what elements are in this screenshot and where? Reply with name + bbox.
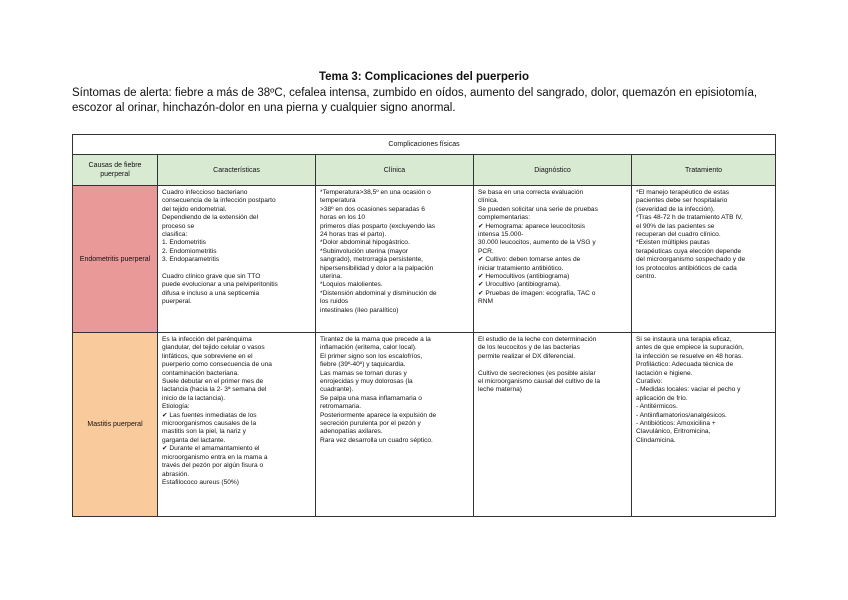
cell-line: través del pezón por algún fisura o bbox=[162, 462, 264, 470]
cell-line: consecuencia de la infección postparto bbox=[162, 197, 276, 205]
cell-line: sangrado), metrorragia persistente, bbox=[320, 256, 423, 264]
cell-line: puerperio como consecuencia de una bbox=[162, 361, 272, 369]
cell-line: recuperan del cuadro clínico. bbox=[636, 231, 721, 239]
cell-line: retromamaria. bbox=[320, 403, 362, 411]
cell-line: temperatura bbox=[320, 197, 356, 205]
cell-line: 1. Endometritis bbox=[162, 239, 206, 247]
cell-line: *Subinvolución uterina (mayor bbox=[320, 247, 408, 255]
cell-diagnostico bbox=[474, 333, 632, 517]
cell-line: permite realizar el DX diferencial. bbox=[478, 352, 576, 360]
table-main-header: Complicaciones físicas bbox=[73, 135, 776, 155]
cell-line: - Antitérmicos. bbox=[636, 403, 678, 411]
cell-line: Si se instaura una terapia eficaz, bbox=[636, 336, 732, 343]
cell-line: Rara vez desarrolla un cuadro séptico. bbox=[320, 436, 433, 444]
cell-tratamiento bbox=[632, 333, 776, 517]
cell-line: clínica. bbox=[478, 197, 499, 205]
cell-line: - Medidas locales: vaciar el pecho y bbox=[636, 386, 741, 394]
cell-line: *Existen múltiples pautas bbox=[636, 239, 710, 247]
cell-line: abrasión. bbox=[162, 470, 190, 478]
cell-line: centro. bbox=[636, 273, 657, 281]
cell-line: Dependiendo de la extensión del bbox=[162, 214, 259, 222]
cell-line: ✔ Durante el amamantamiento el bbox=[162, 445, 260, 453]
cell-line: inicio de la lactancia). bbox=[162, 394, 226, 402]
intro-paragraph: Síntomas de alerta: fiebre a más de 38ºC, cefalea intensa, zumbido en oídos, aumento del sangrado, dolor, quemazón en episiotomía, escozor al orinar, hinchazón-dolor en una pierna y cualquier signo anormal. bbox=[72, 87, 758, 114]
cell-line: lactancia (hacia la 2- 3ª semana del bbox=[162, 386, 267, 394]
cell-line: inflamación (eritema, calor local). bbox=[320, 344, 417, 352]
cell-line: leche materna) bbox=[478, 386, 522, 394]
cell-line: iniciar tratamiento antibiótico. bbox=[478, 264, 564, 272]
cell-line: cuadrante). bbox=[320, 386, 354, 394]
cell-line: el 90% de las pacientes se bbox=[636, 222, 715, 230]
cell-line: *Distensión abdominal y disminución de bbox=[320, 289, 437, 297]
header-clinica: Clínica bbox=[316, 155, 474, 186]
cell-line: pacientes debe ser hospitalario bbox=[636, 197, 728, 205]
cell-line: 24 horas tras el parto). bbox=[320, 231, 387, 239]
cell-line: ✔ Hemograma: aparece leucocitosis bbox=[478, 222, 586, 230]
cell-line: proceso se bbox=[162, 222, 195, 230]
cell-line: difusa e incluso a una septicemia bbox=[162, 289, 260, 297]
cell-line: - Antiinflamatorios/analgésicos. bbox=[636, 411, 727, 419]
cell-line: Estafilococo aureus (50%) bbox=[162, 478, 239, 486]
cell-line: contaminación bacteriana. bbox=[162, 369, 239, 377]
cell-line: (severidad de la infección). bbox=[636, 205, 715, 213]
cell-line: clasifica: bbox=[162, 231, 188, 239]
cell-line bbox=[478, 361, 627, 369]
cell-line: el microorganismo causal del cultivo de la bbox=[478, 378, 601, 386]
cell-line: Clindamicina. bbox=[636, 436, 676, 444]
cell-line: *El manejo terapéutico de estas bbox=[636, 189, 730, 196]
cell-line: horas en los 10 bbox=[320, 214, 366, 222]
cell-line bbox=[162, 265, 311, 273]
cell-line: PCR. bbox=[478, 247, 494, 255]
header-causes: Causas de fiebre puerperal bbox=[73, 155, 158, 186]
cell-line: Cuadro clínico grave que sin TTO bbox=[162, 273, 261, 281]
cell-line: garganta del lactante. bbox=[162, 436, 226, 444]
cell-line: de los leucocitos y de las bacterias bbox=[478, 344, 580, 352]
cell-line: Se basa en una correcta evaluación bbox=[478, 189, 584, 196]
cell-line: 2. Endomiometritis bbox=[162, 247, 217, 255]
table-row bbox=[73, 186, 776, 333]
cell-line: puede evolucionar a una pelviperitonitis bbox=[162, 281, 278, 289]
header-tratamiento: Tratamiento bbox=[632, 155, 776, 186]
cell-diagnostico bbox=[474, 186, 632, 333]
cell-caracteristicas bbox=[158, 333, 316, 517]
cell-clinica bbox=[316, 333, 474, 517]
cell-line: aplicación de frío. bbox=[636, 394, 688, 402]
cell-tratamiento bbox=[632, 186, 776, 333]
cell-line: RNM bbox=[478, 298, 494, 306]
cell-line: Cultivo de secreciones (es posible aislar bbox=[478, 369, 596, 377]
cell-line: linfáticos, que sobreviene en el bbox=[162, 352, 253, 360]
cell-line: ✔ Urocultivo (antibiograma). bbox=[478, 281, 561, 289]
cell-line: El estudio de la leche con determinación bbox=[478, 336, 597, 343]
cell-line: - Antibióticos: Amoxicilina + bbox=[636, 420, 716, 428]
page-title: Tema 3: Complicaciones del puerperio bbox=[318, 71, 530, 83]
cell-line: del tejido endometrial. bbox=[162, 205, 227, 213]
cell-line: primeros días posparto (excluyendo las bbox=[320, 222, 436, 230]
cell-line: 3. Endoparametritis bbox=[162, 256, 220, 264]
cell-line: antes de que empiece la supuración, bbox=[636, 344, 744, 352]
cause-endometritis: Endometritis puerperal bbox=[73, 186, 158, 333]
cell-line: Curativo: bbox=[636, 378, 663, 386]
cell-line: los ruidos bbox=[320, 298, 349, 306]
cell-line: uterina. bbox=[320, 273, 342, 281]
cell-line: glandular, del tejido celular o vasos bbox=[162, 344, 265, 352]
cell-line: ✔ Hemocultivos (antibiograma) bbox=[478, 273, 570, 281]
complications-table bbox=[72, 134, 776, 517]
cell-line: fiebre (39º-40º) y taquicardia. bbox=[320, 361, 406, 369]
cell-line: *Loquios malolientes. bbox=[320, 281, 383, 289]
cell-line: secreción purulenta por el pezón y bbox=[320, 420, 421, 428]
cell-line: mastitis son la piel, la nariz y bbox=[162, 428, 246, 436]
cell-line: Etiología: bbox=[162, 403, 190, 411]
cell-line: Posteriormente aparece la expulsión de bbox=[320, 411, 437, 419]
cell-line: microorganismos causales de la bbox=[162, 420, 257, 428]
cell-line: *Tras 48-72 h de tratamiento ATB IV, bbox=[636, 214, 743, 222]
cell-line: Las mamas se tornan duras y bbox=[320, 369, 407, 377]
cell-line: ✔ Pruebas de imagen: ecografía, TAC o bbox=[478, 289, 596, 297]
header-caracteristicas: Características bbox=[158, 155, 316, 186]
cell-line: Se palpa una masa inflamamaria o bbox=[320, 394, 422, 402]
cell-line: del microorganismo sospechado y de bbox=[636, 256, 746, 264]
cell-line: *Temperatura>38,5º en una ocasión o bbox=[320, 189, 431, 196]
cell-line: intensa 15.000- bbox=[478, 231, 524, 239]
cell-line: *Dolor abdominal hipogástrico. bbox=[320, 239, 410, 247]
cell-line: enrojecidas y muy dolorosas (la bbox=[320, 378, 413, 386]
cell-line: >38º en dos ocasiones separadas 6 bbox=[320, 205, 425, 213]
cell-line: lactación e higiene. bbox=[636, 369, 693, 377]
cell-line: hipersensibilidad y dolor a la palpación bbox=[320, 264, 434, 272]
cell-line: los protocolos antibióticos de cada bbox=[636, 264, 737, 272]
cause-mastitis: Mastitis puerperal bbox=[73, 333, 158, 517]
cell-line: complementarias: bbox=[478, 214, 531, 222]
cell-line: adenopatías axilares. bbox=[320, 428, 383, 436]
cell-line: Suele debutar en el primer mes de bbox=[162, 378, 264, 386]
cell-line: Cuadro infeccioso bacteriano bbox=[162, 189, 248, 196]
cell-line: puerperal. bbox=[162, 298, 192, 306]
cell-caracteristicas bbox=[158, 186, 316, 333]
cell-line: Es la infección del parénquima bbox=[162, 336, 252, 343]
cell-line: terapéuticas cuya elección depende bbox=[636, 247, 742, 255]
cell-line: El primer signo son los escalofríos, bbox=[320, 352, 423, 360]
cell-line: Profiláctico: Adecuada técnica de bbox=[636, 361, 734, 369]
cell-line: Tirantez de la mama que precede a la bbox=[320, 336, 431, 343]
cell-line: microorganismo entra en la mama a bbox=[162, 453, 268, 461]
cell-clinica bbox=[316, 186, 474, 333]
cell-line: ✔ Las fuentes inmediatas de los bbox=[162, 411, 257, 419]
header-diagnostico: Diagnóstico bbox=[474, 155, 632, 186]
table-header-row bbox=[73, 155, 776, 186]
cell-line: 30.000 leucocitos, aumento de la VSG y bbox=[478, 239, 596, 247]
cell-line: Clavulánico, Eritromicina, bbox=[636, 428, 711, 436]
cell-line: intestinales (íleo paralítico) bbox=[320, 306, 399, 314]
cell-line: Se pueden solicitar una serie de pruebas bbox=[478, 205, 598, 213]
table-row bbox=[73, 333, 776, 517]
cell-line: ✔ Cultivo: deben tomarse antes de bbox=[478, 256, 581, 264]
cell-line: la infección se resuelve en 48 horas. bbox=[636, 352, 744, 360]
